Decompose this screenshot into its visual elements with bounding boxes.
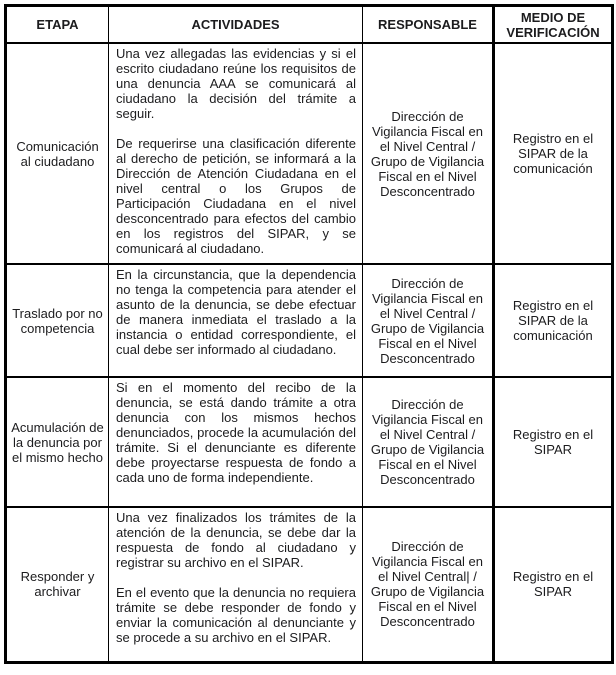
header-responsable: RESPONSABLE [363, 6, 494, 44]
actividades-cell [109, 377, 363, 507]
responsable-cell: Dirección de Vigilancia Fiscal en el Nivel Central / Grupo de Vigilancia Fiscal en el Nivel Desconcentrado [363, 43, 494, 264]
table-row [6, 507, 613, 662]
etapa-cell: Responder y archivar [6, 507, 109, 662]
medio-verificacion-cell: Registro en el SIPAR [494, 377, 613, 507]
actividades-cell [109, 264, 363, 377]
procedure-table [4, 4, 614, 664]
responsable-cell: Dirección de Vigilancia Fiscal en el Nivel Central / Grupo de Vigilancia Fiscal en el Nivel Desconcentrado [363, 264, 494, 377]
etapa-cell: Comunicación al ciudadano [6, 43, 109, 264]
actividades-paragraph: De requerirse una clasificación diferente al derecho de petición, se informará a la Dirección de Atención Ciudadana en el nivel central o los Grupos de Participación Ciudadana en el nivel desconcentrado para efectos del cambio en los registros del SIPAR, y se comunicará al ciudadano. [116, 136, 356, 256]
responsable-cell: Dirección de Vigilancia Fiscal en el Nivel Central| / Grupo de Vigilancia Fiscal en el Nivel Desconcentrado [363, 507, 494, 662]
etapa-cell: Acumulación de la denuncia por el mismo hecho [6, 377, 109, 507]
actividades-cell [109, 507, 363, 662]
actividades-paragraph: Una vez finalizados los trámites de la atención de la denuncia, se debe dar la respuesta de fondo al ciudadano y registrar su archivo en el SIPAR. [116, 510, 356, 570]
actividades-paragraph: En el evento que la denuncia no requiera trámite se debe responder de fondo y enviar la comunicación al denunciante y se procede a su archivo en el SIPAR. [116, 585, 356, 645]
table-row [6, 377, 613, 507]
table-row [6, 264, 613, 377]
medio-verificacion-cell: Registro en el SIPAR [494, 507, 613, 662]
medio-verificacion-cell: Registro en el SIPAR de la comunicación [494, 43, 613, 264]
header-medio-verificacion: MEDIO DE VERIFICACIÓN [494, 6, 613, 44]
header-etapa: ETAPA [6, 6, 109, 44]
actividades-paragraph: Si en el momento del recibo de la denuncia, se está dando trámite a otra denuncia con los mismos hechos denunciados, procede la acumulación del trámite. Si el denunciante es diferente debe proyectarse respuesta de fondo a cada uno de forma independiente. [116, 380, 356, 485]
header-actividades: ACTIVIDADES [109, 6, 363, 44]
responsable-cell: Dirección de Vigilancia Fiscal en el Nivel Central / Grupo de Vigilancia Fiscal en el Nivel Desconcentrado [363, 377, 494, 507]
actividades-cell [109, 43, 363, 264]
etapa-cell: Traslado por no competencia [6, 264, 109, 377]
medio-verificacion-cell: Registro en el SIPAR de la comunicación [494, 264, 613, 377]
actividades-paragraph: En la circunstancia, que la dependencia no tenga la competencia para atender el asunto de la denuncia, se debe efectuar de manera inmediata el traslado a la instancia o entidad correspondiente, el cual debe ser informado al ciudadano. [116, 267, 356, 357]
header-row [6, 6, 613, 44]
actividades-paragraph: Una vez allegadas las evidencias y si el escrito ciudadano reúne los requisitos de una denuncia AAA se comunicará al ciudadano la decisión del trámite a seguir. [116, 46, 356, 121]
table-row [6, 43, 613, 264]
